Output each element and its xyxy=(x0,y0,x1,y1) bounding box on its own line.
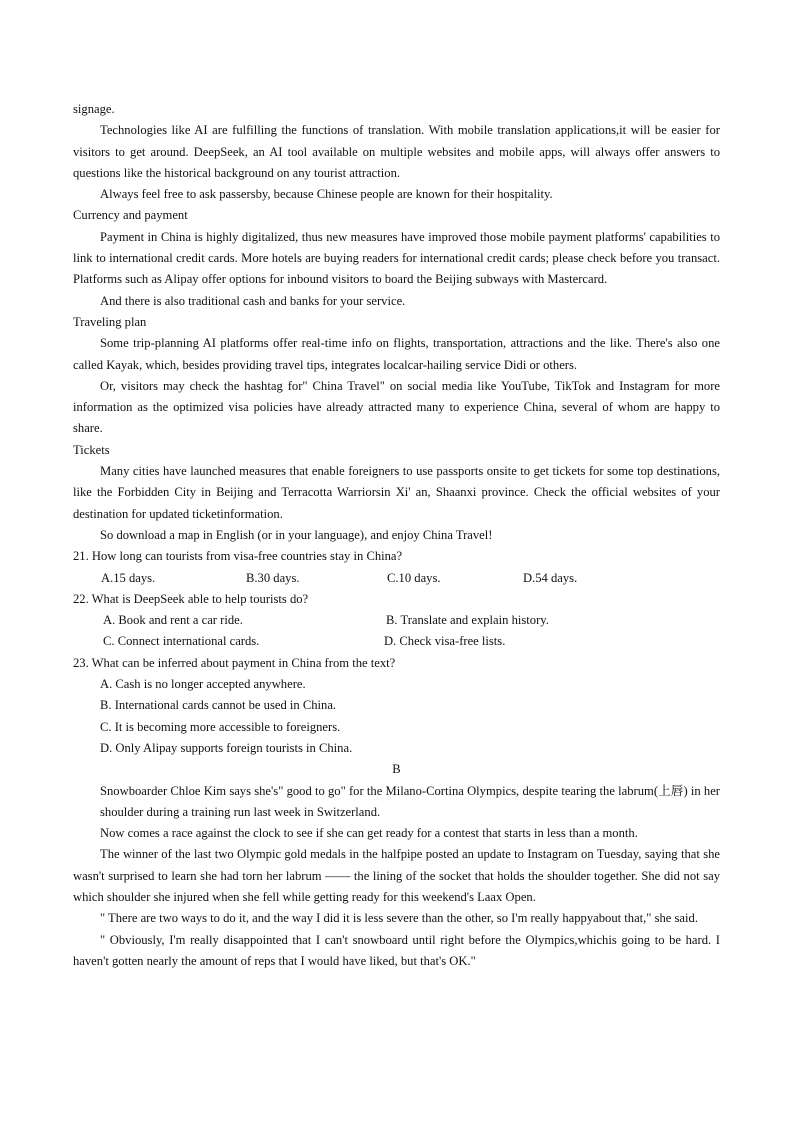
question-23-option-b: B. International cards cannot be used in China. xyxy=(100,698,337,713)
question-22-option-d: D. Check visa-free lists. xyxy=(384,634,506,649)
question-23-option-d: D. Only Alipay supports foreign tourists in China. xyxy=(100,740,353,755)
paragraph-signage: signage. xyxy=(73,102,115,116)
question-23-stem: 23. What can be inferred about payment in China from the text? xyxy=(73,655,396,670)
question-22-option-c: C. Connect international cards. xyxy=(103,634,260,649)
paragraph-payment: Payment in China is highly digitalized, thus new measures have improved those mobile payment platforms' capabilities to link to international credit cards. More hotels are buying readers for international credit cards; please check before you transact. Platforms such as Alipay offer options for inbound visitors to board the Beijing subways with Mastercard. xyxy=(73,229,720,287)
question-22-option-b: B. Translate and explain history. xyxy=(386,613,549,628)
paragraph-download: So download a map in English (or in your language), and enjoy China Travel! xyxy=(100,527,493,542)
question-21-options xyxy=(73,568,720,589)
question-22-option-a: A. Book and rent a car ride. xyxy=(103,613,243,628)
question-22-stem: 22. What is DeepSeek able to help tourists do? xyxy=(73,591,309,606)
question-21-option-a: A.15 days. xyxy=(101,570,156,585)
paragraph-chloe-kim: Snowboarder Chloe Kim says she's" good to go" for the Milano-Cortina Olympics, despite tearing the labrum(上唇) in her shoulder during a training run last week in Switzerland. xyxy=(100,783,720,819)
paragraph-race: Now comes a race against the clock to see if she can get ready for a contest that starts in less than a month. xyxy=(100,826,638,841)
question-21-stem: 21. How long can tourists from visa-free countries stay in China? xyxy=(73,549,403,564)
paragraph-passersby: Always feel free to ask passersby, because Chinese people are known for their hospitality. xyxy=(100,187,553,202)
question-21-option-b: B.30 days. xyxy=(246,570,300,585)
document-body xyxy=(73,99,720,972)
passage-b-label: B xyxy=(392,762,401,777)
section-heading-currency: Currency and payment xyxy=(73,208,188,223)
paragraph-hashtag: Or, visitors may check the hashtag for" China Travel" on social media like YouTube, TikTok and Instagram for more information as the optimized visa policies have already attracted many to experience China, several of whom are happy to share. xyxy=(73,378,720,436)
paragraph-trip-planning: Some trip-planning AI platforms offer real-time info on flights, transportation, attractions and the like. There's also one called Kayak, which, besides providing travel tips, integrates localcar-hailing service Didi or others. xyxy=(73,336,720,372)
paragraph-cash: And there is also traditional cash and banks for your service. xyxy=(100,293,406,308)
question-22-options-row2 xyxy=(73,631,720,652)
question-23-option-c: C. It is becoming more accessible to foreigners. xyxy=(100,719,341,734)
paragraph-tickets: Many cities have launched measures that enable foreigners to use passports onsite to get tickets for some top destinations, like the Forbidden City in Beijing and Terracotta Warriorsin Xi' an, Shaanxi province. Check the official websites of your destination for updated ticketinformation. xyxy=(73,464,720,521)
paragraph-two-ways: " There are two ways to do it, and the way I did it is less severe than the other, so I'm really happyabout that," she said. xyxy=(100,911,698,926)
question-21-option-c: C.10 days. xyxy=(387,570,441,585)
section-heading-travel: Traveling plan xyxy=(73,314,147,329)
paragraph-disappointed: " Obviously, I'm really disappointed that I can't snowboard until right before the Olympics,whichis going to be hard. I haven't gotten nearly the amount of reps that I would have liked, but that's OK." xyxy=(73,932,720,968)
paragraph-winner: The winner of the last two Olympic gold medals in the halfpipe posted an update to Instagram on Tuesday, saying that she wasn't surprised to learn she had torn her labrum —— the lining of the socket that holds the shoulder together. She did not say which shoulder she injured when she fell while getting ready for this weekend's Laax Open. xyxy=(73,847,720,904)
paragraph-technologies: Technologies like AI are fulfilling the functions of translation. With mobile translation applications,it will be easier for visitors to get around. DeepSeek, an AI tool available on multiple websites and mobile apps, will always offer answers to questions like the historical background on any tourist attraction. xyxy=(73,123,720,180)
question-22-options-row1 xyxy=(73,610,720,631)
section-heading-tickets: Tickets xyxy=(73,442,110,457)
question-23-option-a: A. Cash is no longer accepted anywhere. xyxy=(100,677,306,692)
question-21-option-d: D.54 days. xyxy=(523,570,578,585)
